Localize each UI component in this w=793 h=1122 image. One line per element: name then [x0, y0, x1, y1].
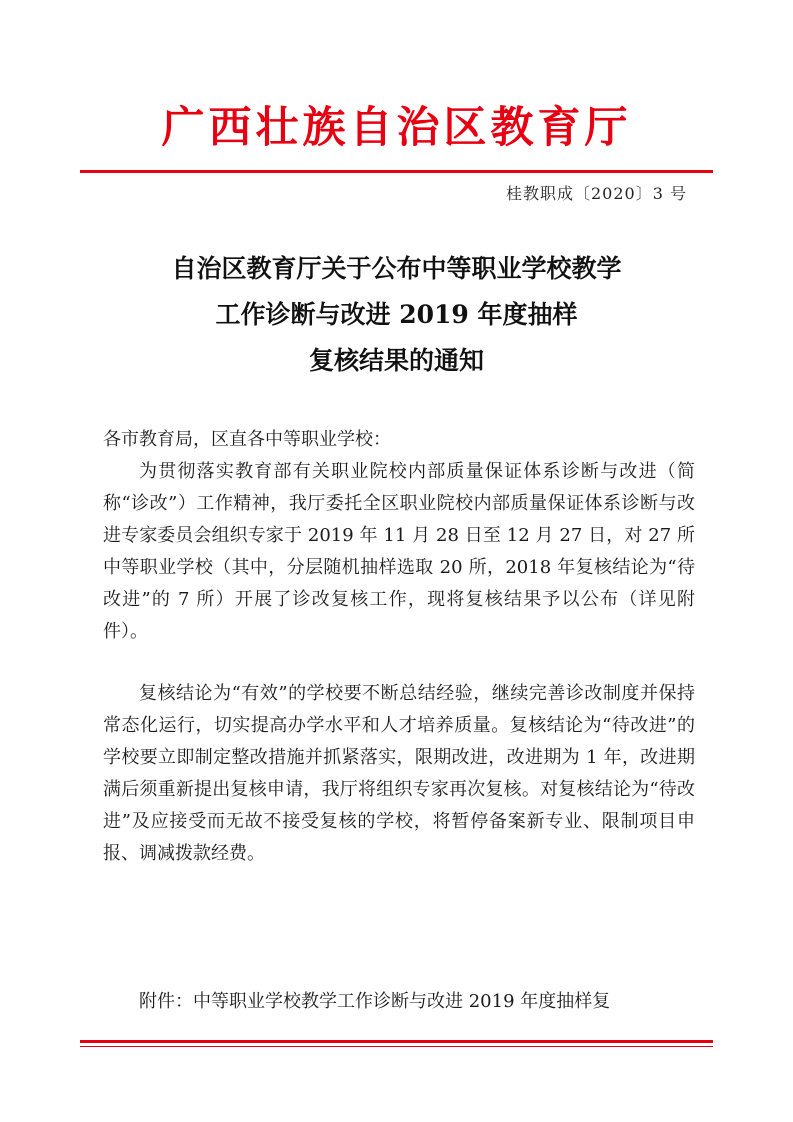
body-paragraph-2-container [103, 678, 695, 870]
attachment-line: 附件：中等职业学校教学工作诊断与改进 2019 年度抽样复 [139, 991, 611, 1012]
footer-divider-thick [80, 1040, 713, 1043]
organization-letterhead: 广西壮族自治区教育厅 [161, 103, 632, 153]
footer-divider-thin [80, 1046, 713, 1047]
letterhead-divider [80, 170, 713, 173]
title-line-3: 复核结果的通知 [308, 346, 484, 375]
title-line-1: 自治区教育厅关于公布中等职业学校教学 [171, 254, 622, 283]
body-paragraph-1: 为贯彻落实教育部有关职业院校内部质量保证体系诊断与改进（简称“诊改”）工作精神，我厅委托全区职业院校内部质量保证体系诊断与改进专家委员会组织专家于 2019 年 11 月 28 日至 12 月 27 日，对 27 所中等职业学校（其中，分层随机抽样选取 20 所，2018 年复核结论为“待改进”的 7 所）开展了诊改复核工作，现将复核结果予以公布（详见附件）。 [103, 461, 695, 642]
body-paragraph-1-container [103, 456, 695, 648]
body-paragraph-2: 复核结论为“有效”的学校要不断总结经验，继续完善诊改制度并保持常态化运行，切实提高办学水平和人才培养质量。复核结论为“待改进”的学校要立即制定整改措施并抓紧落实，限期改进，改进期为 1 年，改进期满后须重新提出复核申请，我厅将组织专家再次复核。对复核结论为“待改进”及应接受而无故不接受复核的学校，将暂停备案新专业、限制项目申报、调减拨款经费。 [103, 683, 695, 864]
title-line-2: 工作诊断与改进 2019 年度抽样 [215, 300, 578, 329]
salutation: 各市教育局，区直各中等职业学校： [103, 429, 391, 450]
document-title [80, 246, 713, 384]
document-number: 桂教职成〔2020〕3 号 [506, 184, 687, 203]
